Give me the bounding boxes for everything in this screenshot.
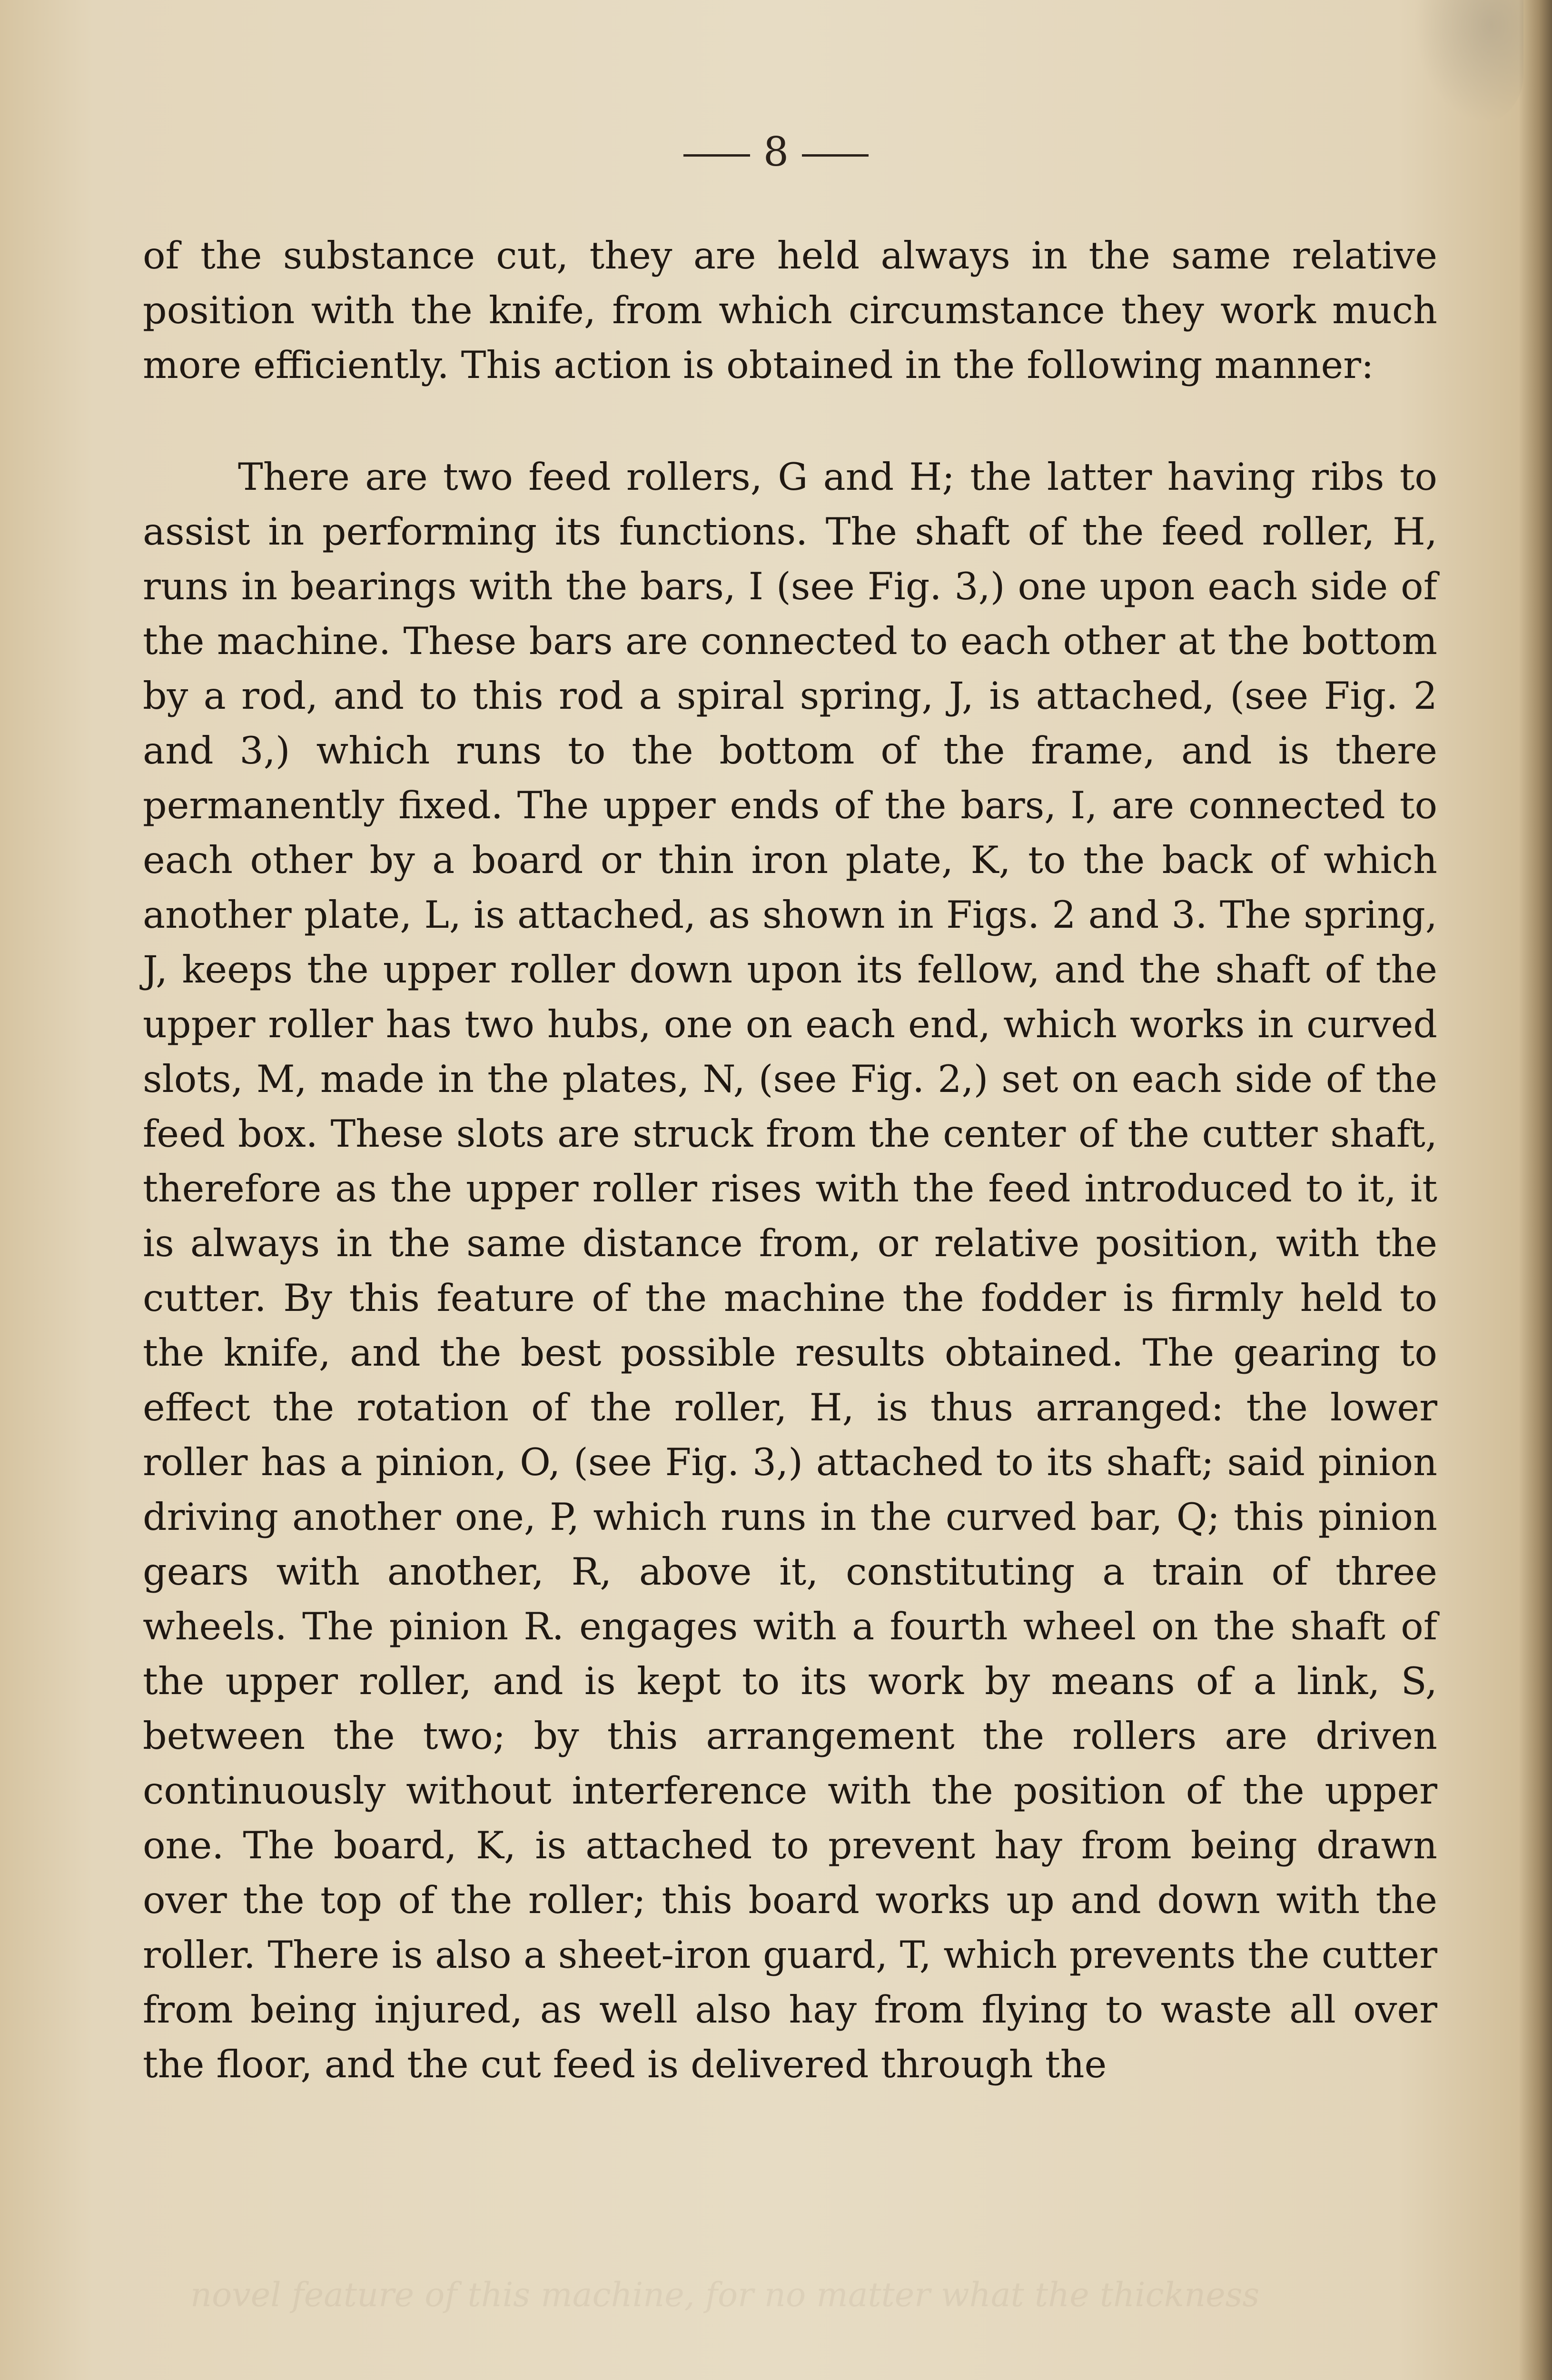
bleed-through-text: novel feature of this machine, for no matter what the thickness [190, 2275, 1260, 2314]
page-number: 8 [763, 129, 789, 175]
left-rule [683, 154, 750, 157]
paragraph-1: of the substance cut, they are held always in the same relative position with the knife, from which circumstance they work much more efficiently. This action is obtained in the following manner: [143, 234, 1437, 387]
body-text [143, 228, 1437, 2092]
paper-stain [1414, 0, 1523, 124]
page-number-header [0, 129, 1552, 175]
right-rule [802, 154, 869, 157]
page-edge-shadow [1519, 0, 1552, 2380]
paragraph-2: There are two feed rollers, G and H; the latter having ribs to assist in performing its functions. The shaft of the feed roller, H, runs in bearings with the bars, I (see Fig. 3,) one upon each side of the machine. These bars are connected to each other at the bottom by a rod, and to this rod a spiral spring, J, is attached, (see Fig. 2 and 3,) which runs to the bottom of the frame, and is there permanently fixed. The upper ends of the bars, I, are connected to each other by a board or thin iron plate, K, to the back of which another plate, L, is attached, as shown in Figs. 2 and 3. The spring, J, keeps the upper roller down upon its fellow, and the shaft of the upper roller has two hubs, one on each end, which works in curved slots, M, made in the plates, N, (see Fig. 2,) set on each side of the feed box. These slots are struck from the center of the cutter shaft, therefore as the upper roller rises with the feed introduced to it, it is always in the same distance from, or relative position, with the cutter. By this feature of the machine the fodder is firmly held to the knife, and the best possible results obtained. The gearing to effect the rotation of the roller, H, is thus arranged: the lower roller has a pinion, O, (see Fig. 3,) attached to its shaft; said pinion driving another one, P, which runs in the curved bar, Q; this pinion gears with another, R, above it, constituting a train of three wheels. The pinion R. engages with a fourth wheel on the shaft of the upper roller, and is kept to its work by means of a link, S, between the two; by this arrangement the rollers are driven continuously without interference with the position of the upper one. The board, K, is attached to prevent hay from being drawn over the top of the roller; this board works up and down with the roller. There is also a sheet-iron guard, T, which prevents the cutter from being injured, as well also hay from flying to waste all over the floor, and the cut feed is delivered through the [143, 455, 1437, 2086]
